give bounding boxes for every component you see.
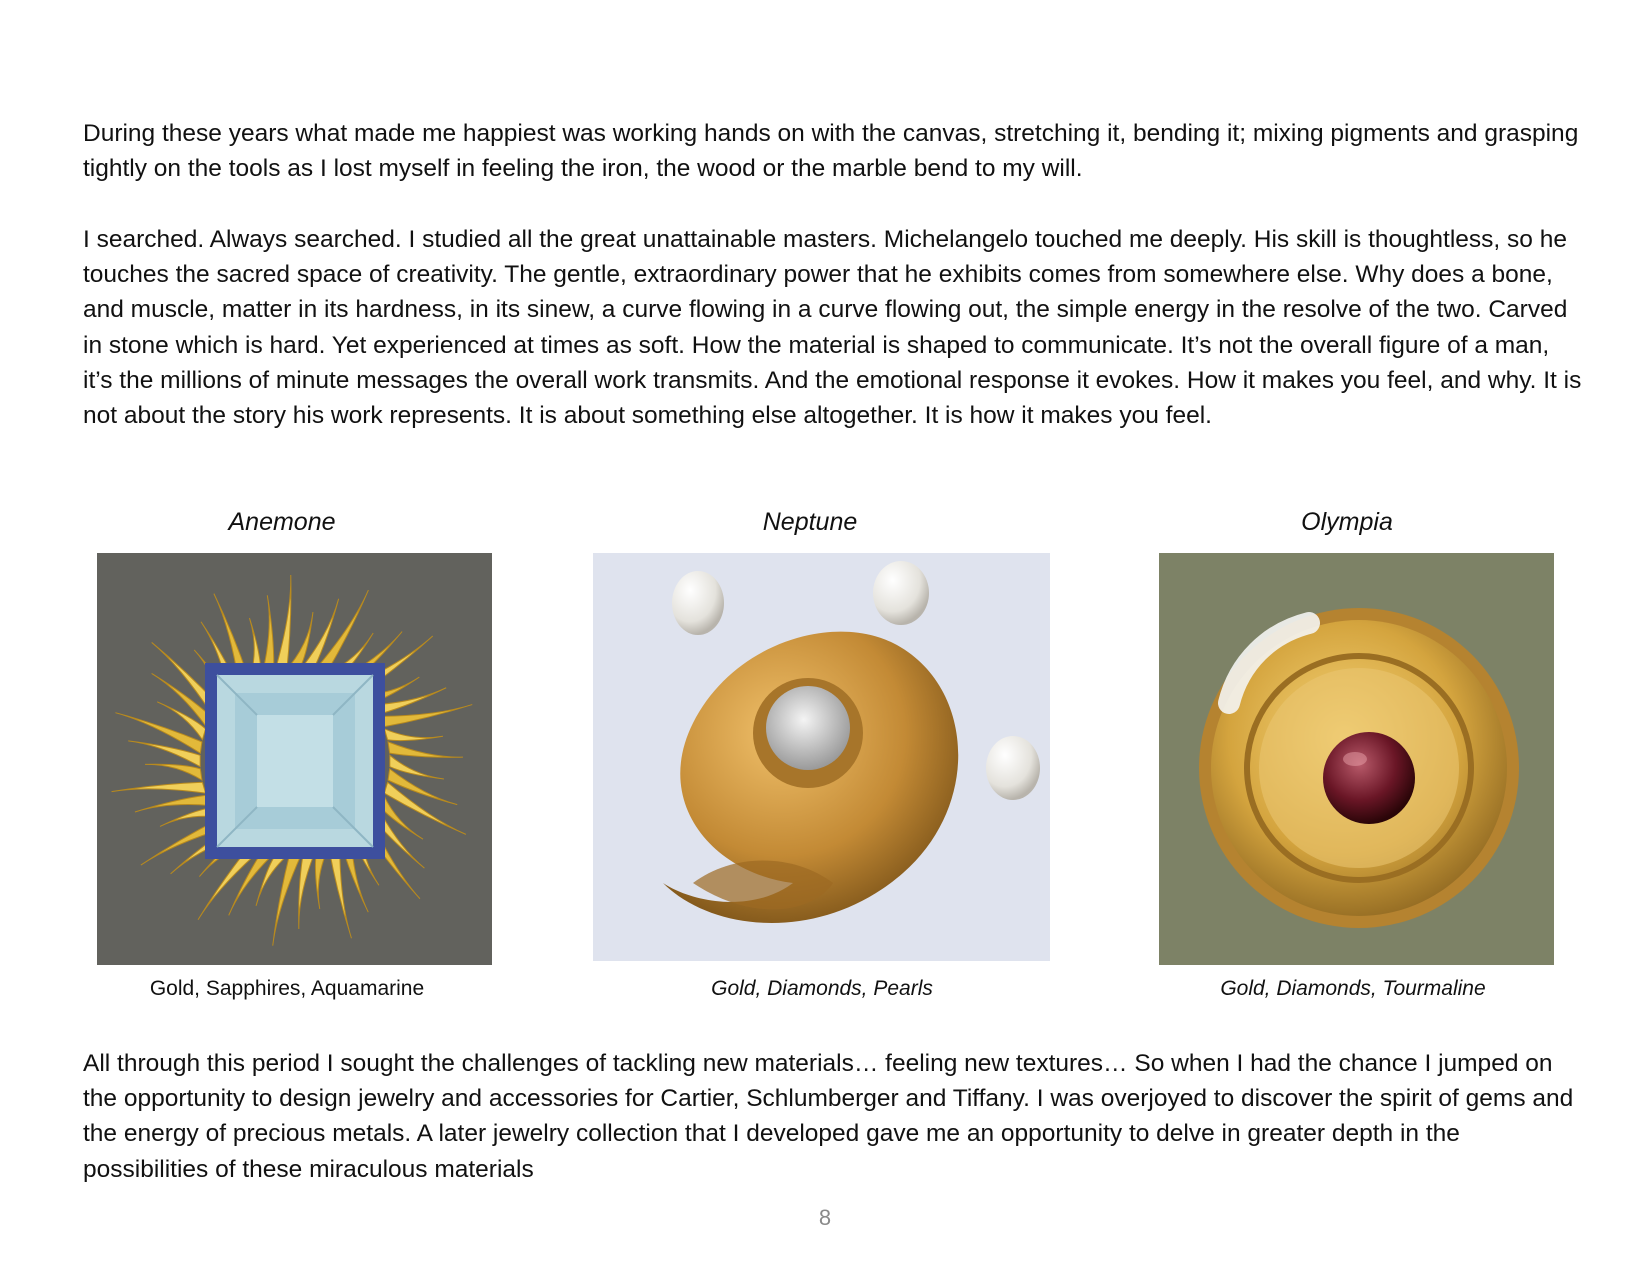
title-neptune: Neptune	[762, 508, 858, 536]
paragraph-jewelry: All through this period I sought the challenges of tackling new materials… feeling new textures… So when I had the chance I jumped on the opportunity to design jewelry and accessories for Cartier, Schlumberger and Tiffany. I was overjoyed to discover the spirit of gems and the energy of precious metals. A later jewelry collection that I developed gave me an opportunity to delve in greater depth in the possibilities of these miraculous materials	[83, 1050, 1574, 1183]
paragraph-masters: I searched. Always searched. I studied all the great unattainable masters. Michelangelo touched me deeply. His skill is thoughtless, so he touches the sacred space of creativity. The gentle, extraordinary power that he exhibits comes from somewhere else. Why does a bone, and muscle, matter in its hardness, in its sinew, a curve flowing in a curve flowing out, the simple energy in the resolve of the two. Carved in stone which is hard. Yet experienced at times as soft. How the material is shaped to communicate. It’s not the overall figure of a man, it’s the millions of minute messages the overall work transmits. And the emotional response it evokes. How it makes you feel, and why. It is not about the story his work represents. It is about something else altogether. It is how it makes you feel.	[83, 226, 1582, 430]
paragraph-intro: During these years what made me happiest was working hands on with the canvas, stretching it, bending it; mixing pigments and grasping tightly on the tools as I lost myself in feeling the iron, the wood or the marble bend to my will.	[83, 120, 1579, 183]
page-number: 8	[818, 1205, 832, 1230]
caption-anemone: Gold, Sapphires, Aquamarine	[149, 977, 425, 1000]
anemone-image	[97, 553, 492, 965]
caption-neptune: Gold, Diamonds, Pearls	[711, 977, 933, 1000]
neptune-image	[593, 553, 1050, 961]
spiral-brooch-photo-icon	[593, 553, 1050, 961]
olympia-image	[1159, 553, 1554, 965]
sun-brooch-sketch-icon	[97, 553, 492, 965]
caption-olympia: Gold, Diamonds, Tourmaline	[1220, 977, 1486, 1000]
title-anemone: Anemone	[228, 508, 336, 536]
round-ring-photo-icon	[1159, 553, 1554, 965]
title-olympia: Olympia	[1301, 508, 1393, 536]
